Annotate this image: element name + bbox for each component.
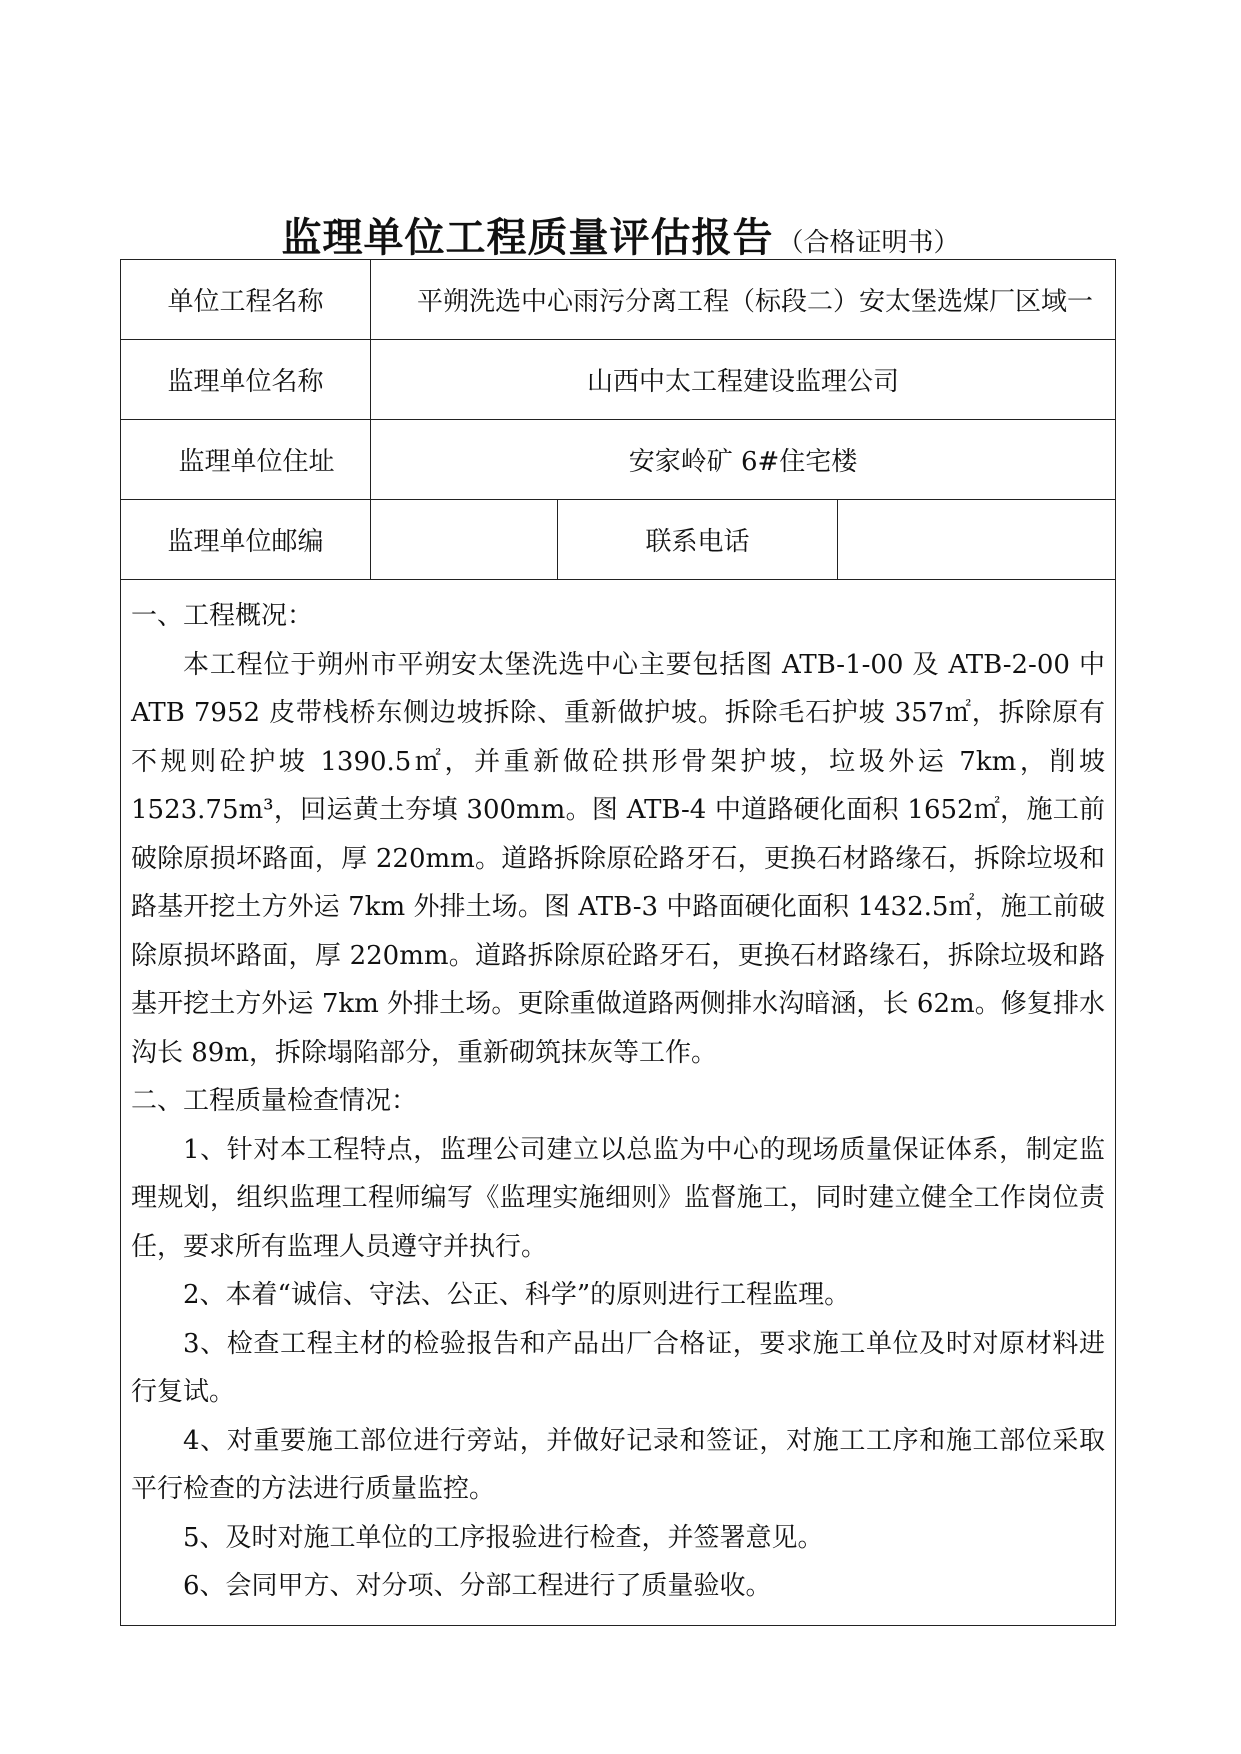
check-item: 1、针对本工程特点，监理公司建立以总监为中心的现场质量保证体系，制定监理规划，组织监理工程师编写《监理实施细则》监督施工，同时建立健全工作岗位责任，要求所有监理人员遵守并执行。 bbox=[131, 1134, 1106, 1262]
check-item: 4、对重要施工部位进行旁站，并做好记录和签证，对施工工序和施工部位采取平行检查的方法进行质量监控。 bbox=[131, 1425, 1106, 1504]
supervisor-address-label: 监理单位住址 bbox=[121, 420, 371, 500]
section1-text: 本工程位于朔州市平朔安太堡洗选中心主要包括图 ATB-1-00 及 ATB-2-00 中 ATB 7952 皮带栈桥东侧边坡拆除、重新做护坡。拆除毛石护坡 357㎡，拆除原有不规则砼护坡 1390.5㎡，并重新做砼拱形骨架护坡，垃圾外运 7km，削坡 1523.75m³，回运黄土夯填 300mm。图 ATB-4 中道路硬化面积 1652㎡，施工前破除原损坏路面，厚 220mm。道路拆除原砼路牙石，更换石材路缘石，拆除垃圾和路基开挖土方外运 7km 外排土场。图 ATB-3 中路面硬化面积 1432.5㎡，施工前破除原损坏路面，厚 220mm。道路拆除原砼路牙石，更换石材路缘石，拆除垃圾和路基开挖土方外运 7km 外排土场。更除重做道路两侧排水沟暗涵，长 62m。修复排水沟长 89m，拆除塌陷部分，重新砌筑抹灰等工作。 bbox=[131, 649, 1106, 1068]
supervisor-name-label: 监理单位名称 bbox=[121, 340, 371, 420]
project-name-row bbox=[121, 260, 1116, 340]
report-title-main: 监理单位工程质量评估报告 bbox=[281, 214, 774, 261]
phone-value bbox=[838, 500, 1116, 580]
phone-label: 联系电话 bbox=[558, 500, 838, 580]
check-item: 6、会同甲方、对分项、分部工程进行了质量验收。 bbox=[183, 1571, 772, 1601]
check-item: 2、本着“诚信、守法、公正、科学”的原则进行工程监理。 bbox=[183, 1280, 851, 1310]
report-body-row bbox=[121, 580, 1116, 1626]
supervisor-name-value: 山西中太工程建设监理公司 bbox=[371, 340, 1116, 420]
section1-heading: 一、工程概况： bbox=[131, 601, 314, 631]
check-item: 3、检查工程主材的检验报告和产品出厂合格证，要求施工单位及时对原材料进行复试。 bbox=[131, 1328, 1106, 1407]
report-body bbox=[121, 580, 1116, 1626]
postcode-label: 监理单位邮编 bbox=[121, 500, 371, 580]
report-form-table bbox=[120, 259, 1116, 1626]
supervisor-address-value: 安家岭矿 6#住宅楼 bbox=[371, 420, 1116, 500]
report-title bbox=[0, 206, 1241, 263]
project-name-label: 单位工程名称 bbox=[121, 260, 371, 340]
check-item: 5、及时对施工单位的工序报验进行检查，并签署意见。 bbox=[183, 1522, 824, 1553]
postcode-value bbox=[371, 500, 558, 580]
project-name-value: 平朔洗选中心雨污分离工程（标段二）安太堡选煤厂区域一 bbox=[371, 260, 1116, 340]
supervisor-name-row bbox=[121, 340, 1116, 420]
supervisor-address-row bbox=[121, 420, 1116, 500]
report-title-sub: （合格证明书） bbox=[777, 228, 960, 258]
section2-heading: 二、工程质量检查情况： bbox=[131, 1086, 418, 1116]
contact-row bbox=[121, 500, 1116, 580]
